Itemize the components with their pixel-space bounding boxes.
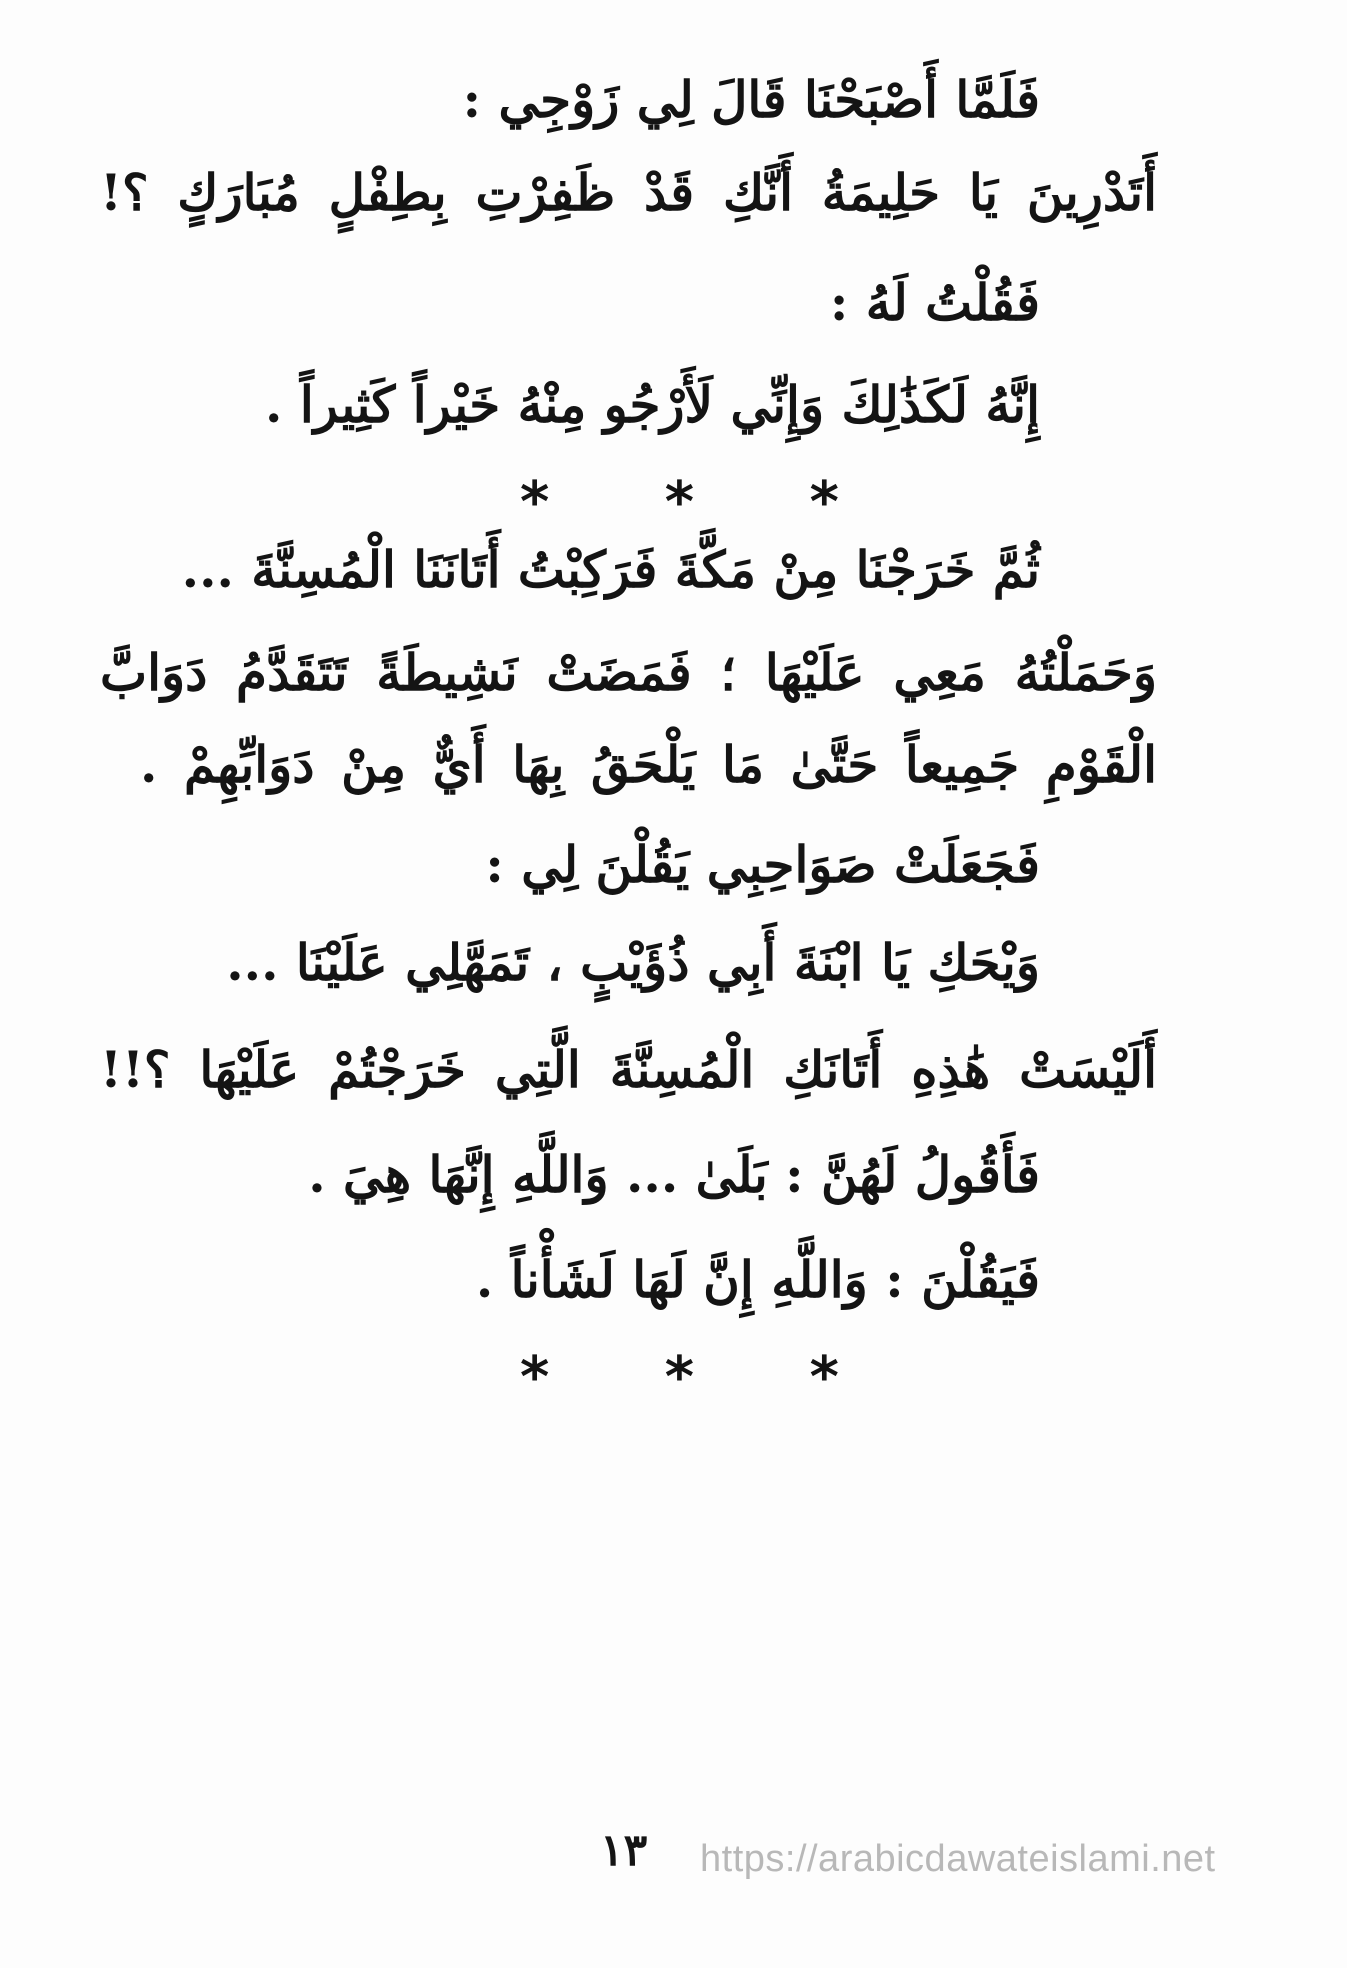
watermark-url: https://arabicdawateislami.net <box>700 1838 1216 1880</box>
text-line-9: وَيْحَكِ يَا ابْنَةَ أَبِي ذُؤَيْبٍ ، تَمَهَّلِي عَلَيْنَا ... <box>226 933 1040 992</box>
section-separator-1: * * * <box>520 470 887 535</box>
text-line-1: فَلَمَّا أَصْبَحْنَا قَالَ لِي زَوْجِي : <box>462 70 1040 129</box>
text-line-3: فَقُلْتُ لَهُ : <box>829 273 1040 332</box>
text-line-7: الْقَوْمِ جَمِيعاً حَتَّىٰ مَا يَلْحَقُ بِهَا أَيٌّ مِنْ دَوَابِّهِمْ . <box>140 735 1157 794</box>
text-line-10: أَلَيْسَتْ هَٰذِهِ أَتَانَكِ الْمُسِنَّةَ الَّتِي خَرَجْتُمْ عَلَيْهَا ؟!! <box>100 1040 1157 1099</box>
text-line-4: إِنَّهُ لَكَذَٰلِكَ وَإِنِّي لَأَرْجُو مِنْهُ خَيْراً كَثِيراً . <box>265 375 1040 434</box>
page-number: ١٣ <box>600 1825 648 1876</box>
text-line-12: فَيَقُلْنَ : وَاللَّهِ إِنَّ لَهَا لَشَأْناً . <box>475 1250 1040 1309</box>
text-line-11: فَأَقُولُ لَهُنَّ : بَلَىٰ ... وَاللَّهِ إِنَّهَا هِيَ . <box>308 1145 1040 1204</box>
text-line-6: وَحَمَلْتُهُ مَعِي عَلَيْهَا ؛ فَمَضَتْ نَشِيطَةً تَتَقَدَّمُ دَوَابَّ <box>100 643 1157 702</box>
text-line-5: ثُمَّ خَرَجْنَا مِنْ مَكَّةَ فَرَكِبْتُ أَتَانَنَا الْمُسِنَّةَ ... <box>181 540 1040 599</box>
text-line-8: فَجَعَلَتْ صَوَاحِبِي يَقُلْنَ لِي : <box>485 835 1040 894</box>
text-line-2: أَتَدْرِينَ يَا حَلِيمَةُ أَنَّكِ قَدْ ظَفِرْتِ بِطِفْلٍ مُبَارَكٍ ؟! <box>100 163 1157 222</box>
section-separator-2: * * * <box>520 1345 887 1410</box>
